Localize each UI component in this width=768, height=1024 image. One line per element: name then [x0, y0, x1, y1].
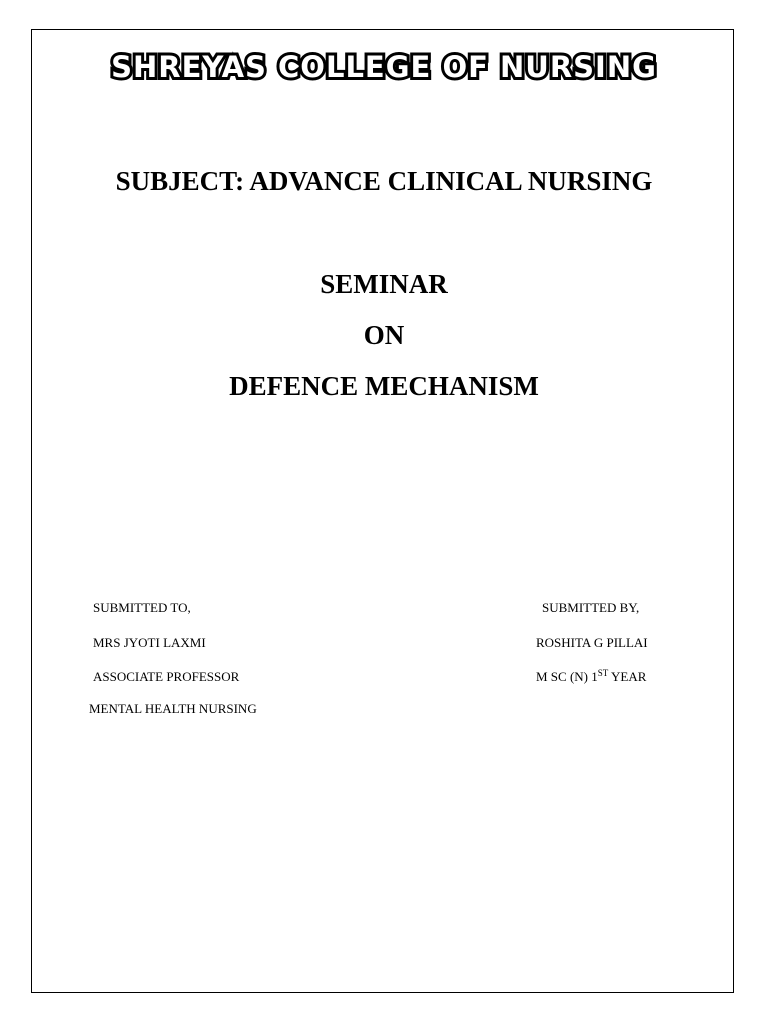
submitted-by-course — [536, 669, 646, 685]
subject-heading: SUBJECT: ADVANCE CLINICAL NURSING — [115, 166, 653, 196]
seminar-label: SEMINAR — [320, 269, 448, 299]
submitted-to-heading: SUBMITTED TO, — [93, 600, 191, 615]
course-suffix: YEAR — [608, 669, 647, 684]
seminar-topic: DEFENCE MECHANISM — [229, 371, 539, 401]
seminar-on-label: ON — [363, 320, 405, 350]
course-superscript: ST — [597, 668, 609, 678]
submitted-by-heading: SUBMITTED BY, — [542, 600, 640, 615]
submitted-to-name: MRS JYOTI LAXMI — [93, 635, 206, 650]
submitted-by-name: ROSHITA G PILLAI — [536, 635, 648, 650]
submitted-to-department: MENTAL HEALTH NURSING — [89, 701, 257, 716]
course-prefix: M SC (N) 1 — [536, 669, 598, 684]
college-name: SHREYAS COLLEGE OF NURSING — [111, 50, 657, 84]
submitted-to-designation: ASSOCIATE PROFESSOR — [93, 669, 240, 684]
